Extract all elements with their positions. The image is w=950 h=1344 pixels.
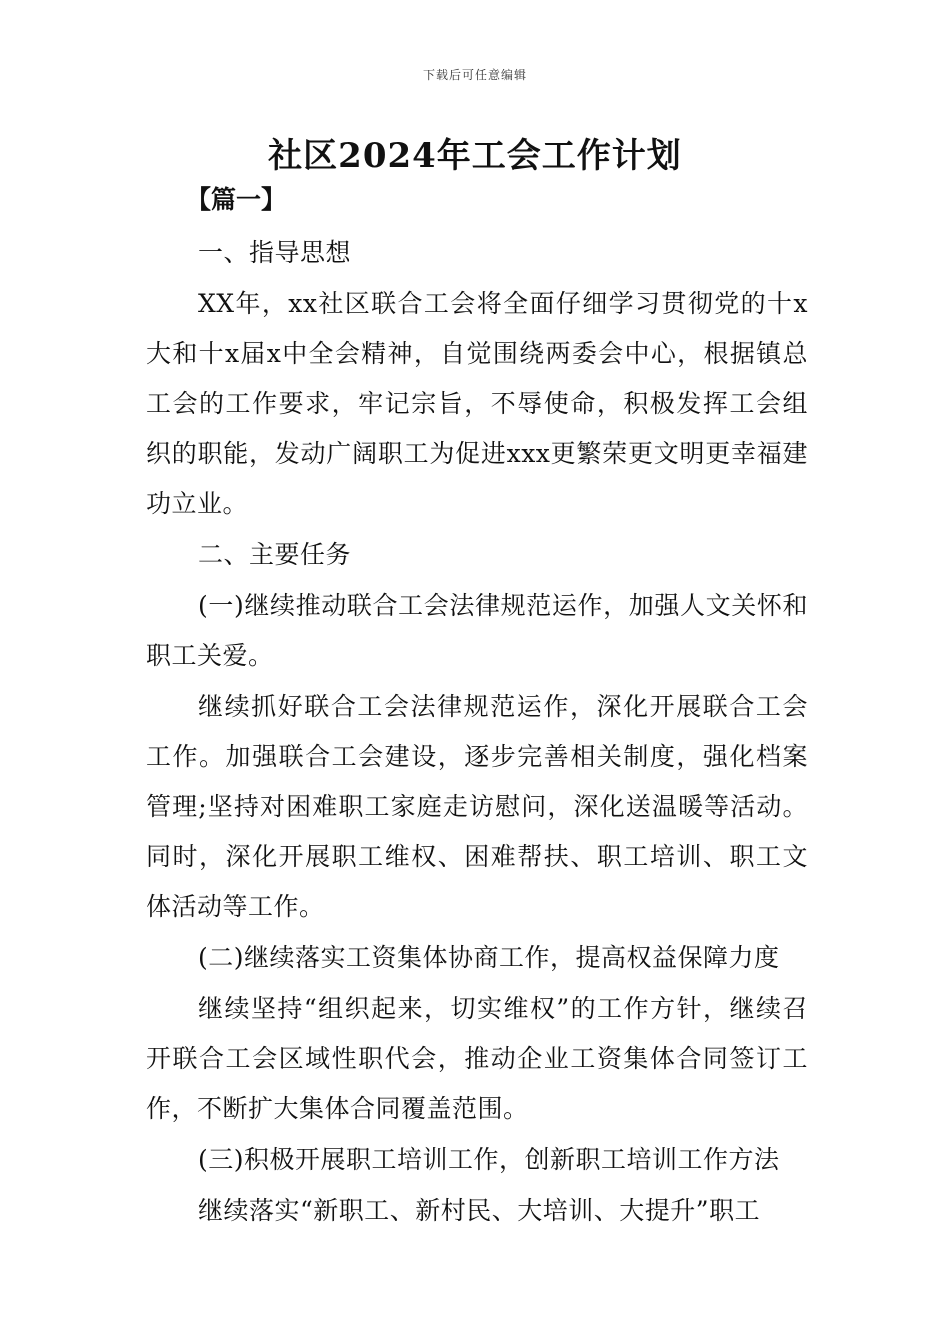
section-label: 【篇一】 [186, 185, 287, 214]
subheading-task-2: (二)继续落实工资集体协商工作，提高权益保障力度 [198, 943, 780, 972]
subheading-task-1: (一)继续推动联合工会法律规范运作，加强人文关怀和职工关爱。 [146, 591, 808, 670]
heading-main-tasks: 二、主要任务 [198, 540, 352, 569]
heading-guiding-thought: 一、指导思想 [198, 238, 352, 267]
page-header-note: 下载后可任意编辑 [422, 68, 527, 82]
paragraph-task-3: 继续落实“新职工、新村民、大培训、大提升”职工 [198, 1196, 761, 1225]
subheading-task-3: (三)积极开展职工培训工作，创新职工培训工作方法 [198, 1145, 780, 1174]
paragraph-guiding-thought: XX年，xx社区联合工会将全面仔细学习贯彻党的十x大和十x届x中全会精神，自觉围绕两委会中心，根据镇总工会的工作要求，牢记宗旨，不辱使命，积极发挥工会组织的职能，发动广阔职工为促进xxx更繁荣更文明更幸福建功立业。 [146, 289, 808, 518]
document-title: 社区2024年工会工作计划 [268, 136, 682, 176]
paragraph-task-1: 继续抓好联合工会法律规范运作，深化开展联合工会工作。加强联合工会建设，逐步完善相关制度，强化档案管理;坚持对困难职工家庭走访慰问，深化送温暖等活动。同时，深化开展职工维权、困难帮扶、职工培训、职工文体活动等工作。 [146, 692, 808, 921]
paragraph-task-2: 继续坚持“组织起来，切实维权”的工作方针，继续召开联合工会区域性职代会，推动企业工资集体合同签订工作，不断扩大集体合同覆盖范围。 [146, 994, 808, 1123]
document-body [146, 178, 808, 1237]
